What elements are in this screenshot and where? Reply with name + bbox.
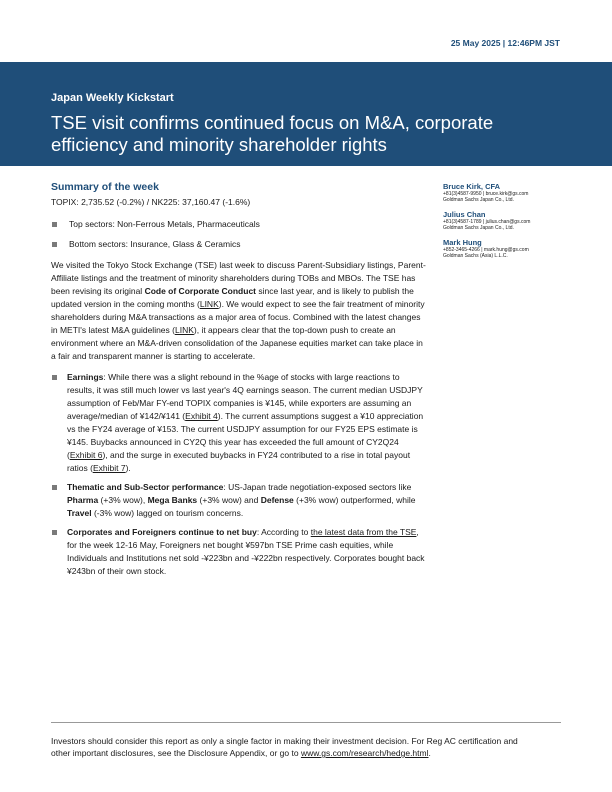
analyst-card (443, 238, 568, 259)
analyst-firm: Goldman Sachs Japan Co., Ltd. (443, 197, 514, 203)
earnings-label: Earnings (67, 372, 104, 382)
square-bullet-icon (52, 530, 57, 535)
earnings-text: ), and the surge in executed buybacks in FY24 contributed to a rise in total payout ratios ( (67, 450, 411, 473)
earnings-text: ). (125, 463, 131, 473)
highlights-list (51, 371, 429, 578)
square-bullet-icon (52, 242, 57, 247)
disclaimer (51, 735, 531, 759)
square-bullet-icon (52, 222, 57, 227)
report-title: TSE visit confirms continued focus on M&A, corporate efficiency and minority shareholder rights (51, 112, 494, 155)
disclosure-link[interactable]: www.gs.com/research/hedge.html (300, 748, 429, 758)
intro-paragraph (51, 259, 429, 363)
meti-guidelines-link[interactable]: LINK (174, 325, 194, 335)
exhibit-4-link[interactable]: Exhibit 4 (185, 411, 218, 421)
code-of-conduct: Code of Corporate Conduct (144, 286, 257, 296)
earnings-text: ). The current assumptions suggest a ¥10 appreciation vs the FY24 average of ¥153. The current USDJPY assumption for our FY25 EPS estimate is ¥145. Buybacks announced in CY2Q this year has exceeded the full amount of CY2Q24 ( (67, 411, 424, 460)
sector-list (51, 218, 429, 251)
tse-data-link[interactable]: the latest data from the TSE (310, 527, 417, 537)
intro-text: We visited the Tokyo Stock Exchange (TSE) last week to discuss Parent-Subsidiary listings, Parent-Affiliate listings and the treatment of minority shareholders during TOBs and MBOs. The TSE has been revising its original (51, 260, 426, 296)
analyst-contact: +852-3465-4266 | mark.hung@gs.com (443, 247, 529, 253)
bottom-sectors-text: Bottom sectors: Insurance, Glass & Ceramics (69, 239, 241, 249)
analyst-card (443, 182, 568, 203)
title-banner (0, 62, 612, 166)
analyst-name: Julius Chan (443, 210, 486, 219)
thematic-text: (+3% wow) and (197, 495, 261, 505)
exhibit-6-link[interactable]: Exhibit 6 (69, 450, 103, 460)
square-bullet-icon (52, 485, 57, 490)
analyst-contact: +81(3)4587-1789 | julius.chan@gs.com (443, 219, 531, 225)
thematic-text: (-3% wow) lagged on tourism concerns. (91, 508, 244, 518)
earnings-text: : While there was a slight rebound in the %age of stocks with large reactions to results, it was still much lower vs last year's 4Q earnings season. The current median USDJPY assumption of Feb/Mar FY-end TOPIX companies is ¥145, while exporters are assuming an average/median of ¥142/¥141 ( (67, 372, 423, 421)
top-sectors-item (51, 218, 429, 231)
corporates-item (51, 526, 429, 578)
tse-code-link[interactable]: LINK (199, 299, 219, 309)
intro-text: ), it appears clear that the top-down push to create an environment where an M&A-driven consolidation of the Japanese equities market can take place in a fair and transparent manner is starting to accelerate. (51, 325, 423, 361)
corporates-text: , for the week 12-16 May, Foreigners net bought ¥597bn TSE Prime cash equities, while Individuals and Institutions net sold -¥223bn and -¥222bn respectively. Corporates bought back ¥243bn of their own stock. (67, 527, 425, 576)
disclaimer-text: . (428, 748, 431, 758)
thematic-text: : US-Japan trade negotiation-exposed sectors like (223, 482, 412, 492)
corporates-label: Corporates and Foreigners continue to net buy (67, 527, 257, 537)
footer-divider (51, 722, 561, 723)
analyst-firm: Goldman Sachs Japan Co., Ltd. (443, 225, 514, 231)
intro-text: ). We would expect to see the fair treatment of minority shareholders during M&A transactions as a major area of focus. Combined with the latest changes in METI's latest M&A guidelines ( (51, 299, 425, 335)
report-date: 25 May 2025 | 12:46PM JST (450, 38, 560, 48)
defense-label: Defense (260, 495, 294, 505)
travel-label: Travel (67, 508, 92, 518)
disclaimer-text: Investors should consider this report as only a single factor in making their investment decision. For Reg AC certification and other important disclosures, see the Disclosure Appendix, or go to (51, 736, 518, 758)
analyst-panel (443, 182, 568, 266)
pharma-label: Pharma (67, 495, 99, 505)
corporates-text: : According to (256, 527, 311, 537)
bottom-sectors-item (51, 238, 429, 251)
analyst-name: Bruce Kirk, CFA (443, 182, 501, 191)
analyst-firm: Goldman Sachs (Asia) L.L.C. (443, 253, 508, 259)
intro-text: since last year, and is likely to publish the updated version in the coming months ( (51, 286, 414, 309)
main-content (51, 181, 429, 584)
thematic-item (51, 481, 429, 520)
summary-heading: Summary of the week (51, 181, 159, 193)
analyst-name: Mark Hung (443, 238, 482, 247)
analyst-contact: +81(3)4587-9950 | bruce.kirk@gs.com (443, 191, 529, 197)
earnings-item (51, 371, 429, 475)
analyst-card (443, 210, 568, 231)
exhibit-7-link[interactable]: Exhibit 7 (92, 463, 126, 473)
thematic-text: (+3% wow) outperformed, while (293, 495, 416, 505)
top-sectors-text: Top sectors: Non-Ferrous Metals, Pharmaceuticals (69, 219, 260, 229)
square-bullet-icon (52, 375, 57, 380)
mega-banks-label: Mega Banks (147, 495, 198, 505)
thematic-label: Thematic and Sub-Sector performance (67, 482, 224, 492)
index-levels: TOPIX: 2,735.52 (-0.2%) / NK225: 37,160.47 (-1.6%) (51, 197, 251, 207)
report-series: Japan Weekly Kickstart (51, 92, 174, 104)
thematic-text: (+3% wow), (98, 495, 148, 505)
